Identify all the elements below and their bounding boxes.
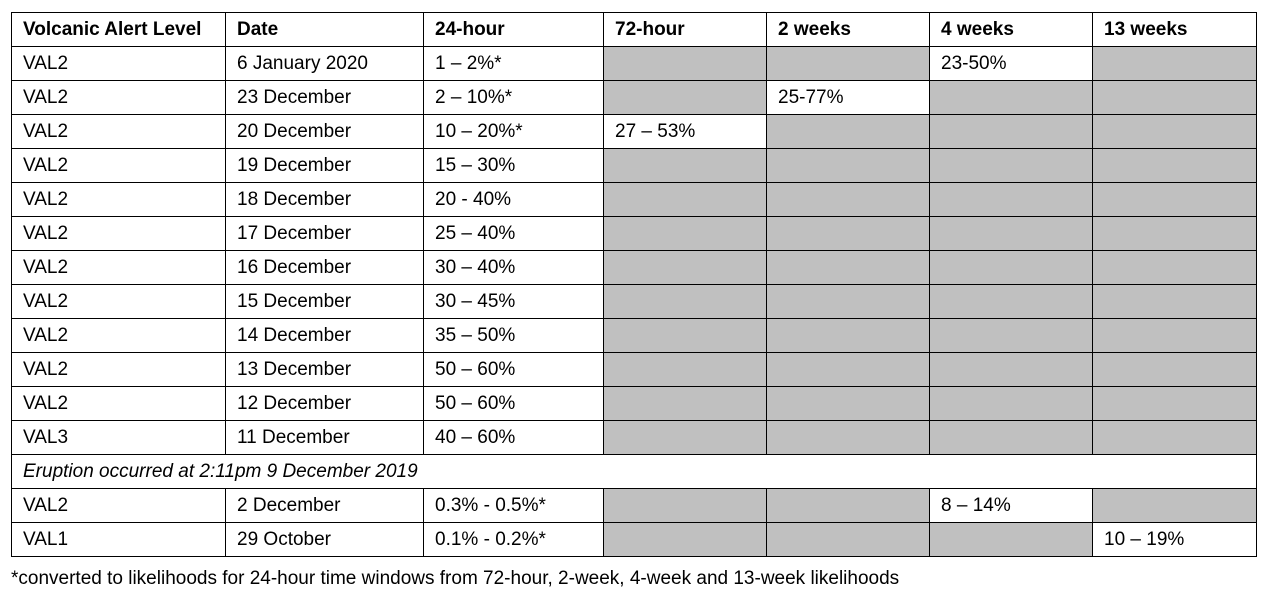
cell-4-weeks [930,523,1093,557]
cell-24-hour: 0.3% - 0.5%* [424,489,604,523]
rows-before-eruption [12,489,1257,557]
header-volcanic-alert-level: Volcanic Alert Level [12,13,226,47]
cell-alert-level: VAL3 [12,421,226,455]
cell-72-hour [604,489,767,523]
cell-13-weeks [1093,387,1257,421]
eruption-likelihood-table [11,12,1257,557]
cell-24-hour: 50 – 60% [424,387,604,421]
table-row [12,421,1257,455]
rows-after-eruption [12,47,1257,455]
cell-alert-level: VAL2 [12,251,226,285]
cell-date: 20 December [226,115,424,149]
cell-date: 16 December [226,251,424,285]
header-2-weeks: 2 weeks [767,13,930,47]
cell-4-weeks: 23-50% [930,47,1093,81]
table-row [12,251,1257,285]
cell-alert-level: VAL2 [12,81,226,115]
cell-date: 23 December [226,81,424,115]
cell-24-hour: 10 – 20%* [424,115,604,149]
cell-date: 6 January 2020 [226,47,424,81]
cell-13-weeks [1093,149,1257,183]
cell-13-weeks [1093,421,1257,455]
cell-24-hour: 25 – 40% [424,217,604,251]
cell-2-weeks [767,251,930,285]
cell-72-hour [604,81,767,115]
table-row [12,489,1257,523]
eruption-note: Eruption occurred at 2:11pm 9 December 2019 [12,455,1257,489]
cell-alert-level: VAL2 [12,183,226,217]
table-row [12,149,1257,183]
cell-72-hour [604,523,767,557]
cell-alert-level: VAL2 [12,217,226,251]
cell-72-hour [604,149,767,183]
table-row [12,523,1257,557]
cell-2-weeks [767,149,930,183]
cell-alert-level: VAL2 [12,353,226,387]
cell-4-weeks [930,319,1093,353]
cell-4-weeks [930,81,1093,115]
cell-alert-level: VAL2 [12,489,226,523]
cell-13-weeks [1093,115,1257,149]
cell-date: 11 December [226,421,424,455]
cell-2-weeks [767,353,930,387]
table-row [12,217,1257,251]
cell-date: 18 December [226,183,424,217]
cell-2-weeks [767,489,930,523]
cell-4-weeks [930,421,1093,455]
cell-date: 19 December [226,149,424,183]
table-row [12,319,1257,353]
cell-24-hour: 35 – 50% [424,319,604,353]
cell-13-weeks [1093,353,1257,387]
cell-4-weeks [930,183,1093,217]
cell-2-weeks [767,183,930,217]
cell-24-hour: 50 – 60% [424,353,604,387]
table-row [12,183,1257,217]
cell-24-hour: 20 - 40% [424,183,604,217]
table-row [12,285,1257,319]
cell-2-weeks [767,217,930,251]
cell-4-weeks [930,353,1093,387]
cell-24-hour: 2 – 10%* [424,81,604,115]
cell-alert-level: VAL2 [12,319,226,353]
header-72-hour: 72-hour [604,13,767,47]
table-row [12,47,1257,81]
cell-alert-level: VAL2 [12,47,226,81]
cell-2-weeks [767,47,930,81]
eruption-note-section [12,455,1257,489]
cell-date: 12 December [226,387,424,421]
cell-2-weeks [767,523,930,557]
cell-alert-level: VAL1 [12,523,226,557]
cell-13-weeks [1093,183,1257,217]
cell-72-hour [604,319,767,353]
cell-4-weeks [930,217,1093,251]
cell-alert-level: VAL2 [12,149,226,183]
cell-alert-level: VAL2 [12,115,226,149]
cell-13-weeks [1093,251,1257,285]
cell-72-hour [604,47,767,81]
eruption-note-row [12,455,1257,489]
header-24-hour: 24-hour [424,13,604,47]
cell-72-hour [604,421,767,455]
cell-13-weeks [1093,217,1257,251]
cell-13-weeks [1093,285,1257,319]
cell-24-hour: 15 – 30% [424,149,604,183]
footnote: *converted to likelihoods for 24-hour time windows from 72-hour, 2-week, 4-week and 13-week likelihoods [11,568,900,589]
header-date: Date [226,13,424,47]
cell-4-weeks [930,251,1093,285]
table-row [12,115,1257,149]
cell-alert-level: VAL2 [12,285,226,319]
cell-24-hour: 40 – 60% [424,421,604,455]
cell-4-weeks [930,285,1093,319]
cell-72-hour: 27 – 53% [604,115,767,149]
cell-4-weeks [930,387,1093,421]
cell-72-hour [604,251,767,285]
table-row [12,81,1257,115]
cell-13-weeks [1093,47,1257,81]
cell-date: 17 December [226,217,424,251]
cell-date: 14 December [226,319,424,353]
cell-72-hour [604,217,767,251]
cell-24-hour: 30 – 45% [424,285,604,319]
cell-date: 13 December [226,353,424,387]
cell-2-weeks [767,421,930,455]
table-row [12,353,1257,387]
cell-13-weeks [1093,489,1257,523]
cell-72-hour [604,285,767,319]
cell-2-weeks [767,115,930,149]
cell-72-hour [604,183,767,217]
cell-alert-level: VAL2 [12,387,226,421]
likelihood-table-container [11,12,1257,557]
cell-13-weeks: 10 – 19% [1093,523,1257,557]
cell-24-hour: 30 – 40% [424,251,604,285]
cell-date: 29 October [226,523,424,557]
cell-4-weeks [930,115,1093,149]
cell-24-hour: 1 – 2%* [424,47,604,81]
cell-24-hour: 0.1% - 0.2%* [424,523,604,557]
cell-2-weeks [767,319,930,353]
cell-13-weeks [1093,319,1257,353]
cell-2-weeks [767,285,930,319]
cell-13-weeks [1093,81,1257,115]
header-4-weeks: 4 weeks [930,13,1093,47]
cell-4-weeks: 8 – 14% [930,489,1093,523]
cell-72-hour [604,387,767,421]
cell-2-weeks: 25-77% [767,81,930,115]
header-row [12,13,1257,47]
cell-2-weeks [767,387,930,421]
cell-4-weeks [930,149,1093,183]
header-13-weeks: 13 weeks [1093,13,1257,47]
table-row [12,387,1257,421]
cell-date: 2 December [226,489,424,523]
cell-72-hour [604,353,767,387]
cell-date: 15 December [226,285,424,319]
